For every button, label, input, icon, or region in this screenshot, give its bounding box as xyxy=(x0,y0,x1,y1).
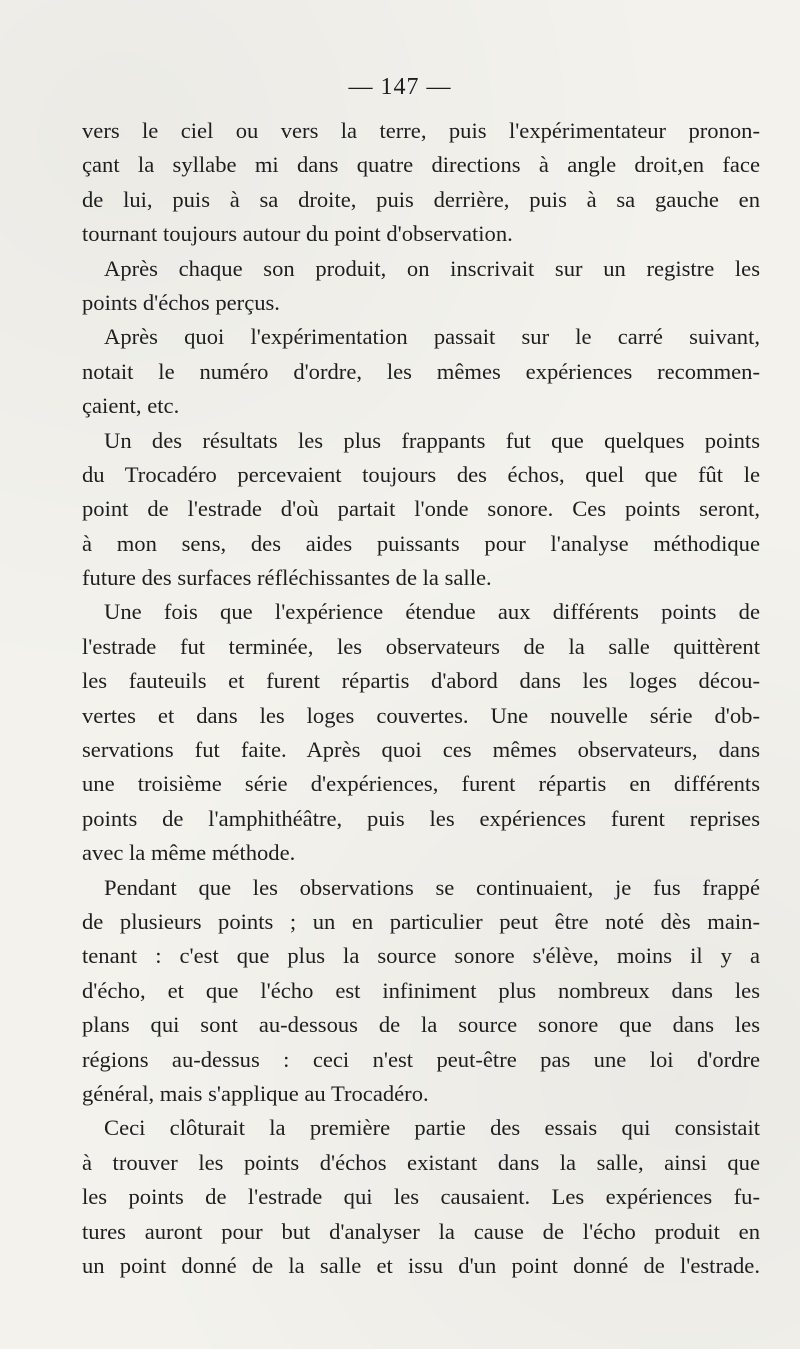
body-text xyxy=(82,114,760,1283)
text-line: tures auront pour but d'analyser la cause de l'écho produit en xyxy=(82,1218,760,1244)
text-line: vertes et dans les loges couvertes. Une nouvelle série d'ob- xyxy=(82,702,760,728)
text-line: vers le ciel ou vers la terre, puis l'expérimentateur pronon- xyxy=(82,118,760,143)
text-line: future des surfaces réfléchissantes de la salle. xyxy=(82,565,492,591)
text-line: les points de l'estrade qui les causaient. Les expériences fu- xyxy=(82,1184,760,1210)
text-line: points d'échos perçus. xyxy=(82,289,280,315)
text-line: Après chaque son produit, on inscrivait sur un registre les xyxy=(104,255,760,281)
text-line: tenant : c'est que plus la source sonore s'élève, moins il y a xyxy=(82,943,760,969)
text-line: point de l'estrade d'où partait l'onde sonore. Ces points seront, xyxy=(82,496,760,522)
text-line: Une fois que l'expérience étendue aux différents points de xyxy=(104,599,760,625)
text-line: Un des résultats les plus frappants fut que quelques points xyxy=(104,427,760,453)
text-line: Après quoi l'expérimentation passait sur le carré suivant, xyxy=(104,324,760,350)
text-line: Pendant que les observations se continuaient, je fus frappé xyxy=(104,874,760,900)
text-line: à mon sens, des aides puissants pour l'analyse méthodique xyxy=(82,530,760,556)
text-line: points de l'amphithéâtre, puis les expériences furent reprises xyxy=(82,805,760,831)
text-line: régions au-dessus : ceci n'est peut-être pas une loi d'ordre xyxy=(82,1046,760,1072)
text-line: une troisième série d'expériences, furent répartis en différents xyxy=(82,771,760,797)
text-line: çaient, etc. xyxy=(82,393,180,419)
text-line: général, mais s'applique au Trocadéro. xyxy=(82,1080,429,1106)
text-line: d'écho, et que l'écho est infiniment plus nombreux dans les xyxy=(82,977,760,1003)
text-line: avec la même méthode. xyxy=(82,840,296,866)
text-line: l'estrade fut terminée, les observateurs de la salle quittèrent xyxy=(82,633,760,659)
text-line: les fauteuils et furent répartis d'abord dans les loges décou- xyxy=(82,668,760,694)
text-line: de lui, puis à sa droite, puis derrière, puis à sa gauche en xyxy=(82,186,760,212)
text-line: notait le numéro d'ordre, les mêmes expériences recommen- xyxy=(82,358,760,384)
text-line: un point donné de la salle et issu d'un point donné de l'estrade. xyxy=(82,1252,760,1278)
text-line: servations fut faite. Après quoi ces mêmes observateurs, dans xyxy=(82,737,760,763)
text-line: à trouver les points d'échos existant dans la salle, ainsi que xyxy=(82,1149,760,1175)
text-line: de plusieurs points ; un en particulier peut être noté dès main- xyxy=(82,908,760,934)
text-line: Ceci clôturait la première partie des essais qui consistait xyxy=(104,1115,760,1141)
text-line: plans qui sont au-dessous de la source sonore que dans les xyxy=(82,1012,760,1038)
text-line: çant la syllabe mi dans quatre directions à angle droit,en face xyxy=(82,152,760,178)
page-number: — 147 — xyxy=(348,74,452,100)
text-line: du Trocadéro percevaient toujours des échos, quel que fût le xyxy=(82,461,760,487)
text-line: tournant toujours autour du point d'observation. xyxy=(82,221,513,247)
